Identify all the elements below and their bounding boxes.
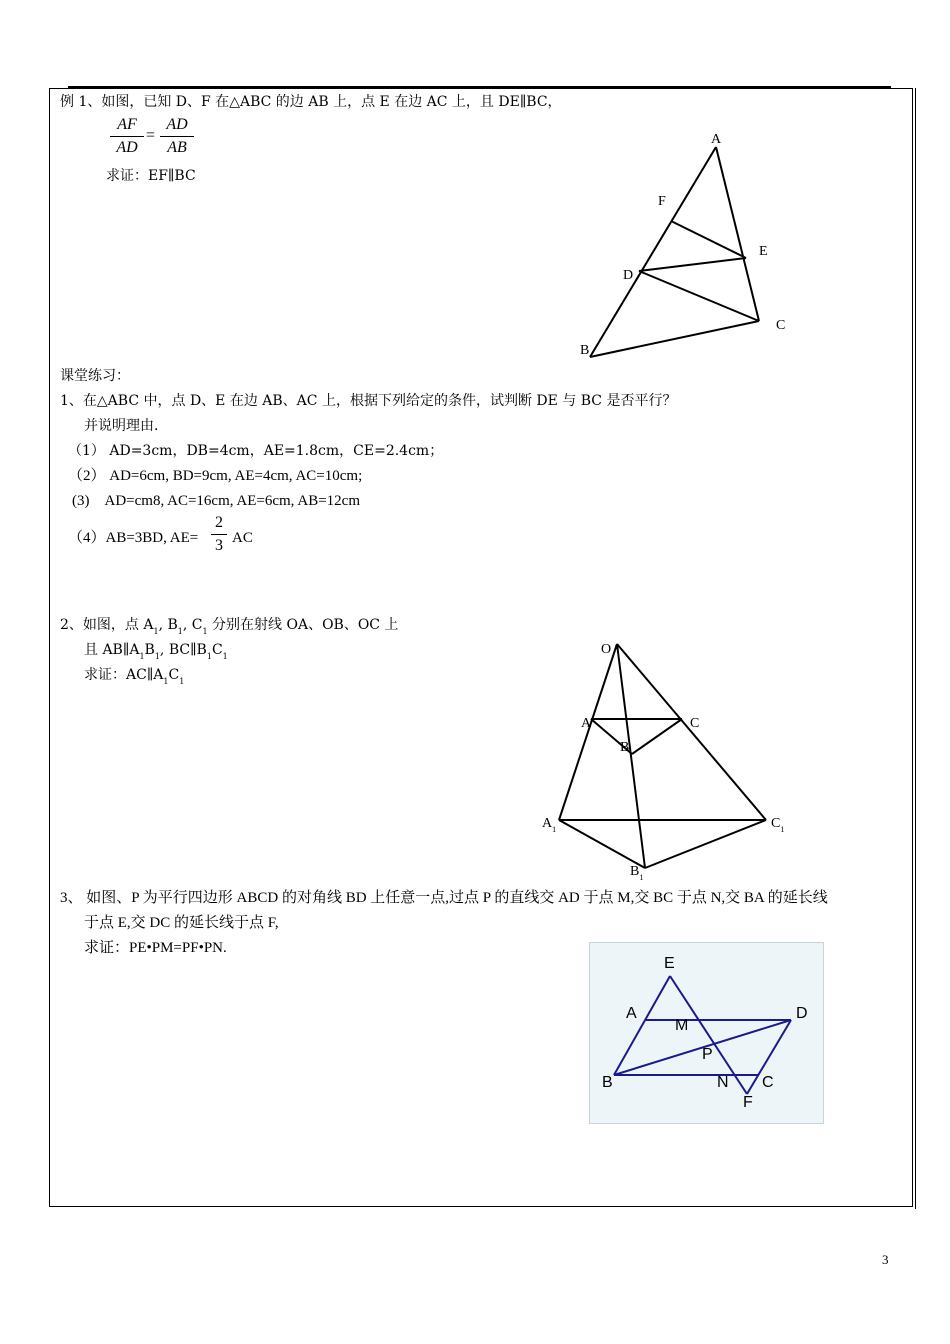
q2-prove (84, 667, 184, 685)
ray-oa (559, 644, 617, 820)
subscript: 1 (177, 627, 183, 636)
practice-condition-4-suffix: AC (232, 530, 253, 546)
ex1-fraction-ad-ab (160, 116, 194, 157)
subscript: 1 (202, 627, 208, 636)
subscript: 1 (154, 652, 160, 661)
ex1-frac1-numerator: AF (117, 116, 137, 133)
fraction-bar (110, 136, 144, 137)
ex1-label-d: D (623, 268, 634, 283)
subscript: 1 (780, 825, 785, 834)
ray-ob (617, 644, 645, 868)
q3-label-e: E (664, 955, 675, 972)
fraction-numerator: 2 (215, 514, 223, 531)
ex1-equals: = (146, 127, 156, 144)
q2-text: C (168, 667, 180, 683)
ex1-frac2-denominator: AB (167, 139, 187, 156)
q3-figure-lines (590, 943, 825, 1125)
segment-bc (590, 321, 759, 357)
ex1-label-a: A (711, 132, 722, 147)
q2-line1 (60, 617, 398, 635)
subscript: 1 (163, 677, 169, 686)
practice-condition-2: （2） AD=6cm, BD=9cm, AE=4cm, AC=10cm; (68, 468, 363, 484)
q3-label-m: M (675, 1017, 689, 1034)
segment-b1c1 (645, 820, 766, 868)
subscript: 1 (639, 873, 644, 882)
ex1-label-f: F (658, 194, 666, 209)
ex1-label-e: E (759, 244, 768, 259)
q3-label-c: C (762, 1074, 774, 1091)
q2-text: 求证：AC∥A (84, 667, 164, 683)
ex1-frac1-denominator: AD (116, 139, 138, 156)
page-number: 3 (882, 1252, 889, 1267)
practice-q1-line2: 并说明理由. (84, 418, 159, 434)
q2-text: B (144, 642, 155, 658)
segment-bc (632, 719, 682, 754)
fraction-denominator: 3 (215, 537, 223, 554)
ex1-fraction-af-ad (110, 116, 144, 157)
q3-prove: 求证：PE•PM=PF•PN. (84, 940, 227, 956)
q2-text: 分别在射线 OA、OB、OC 上 (207, 617, 399, 633)
q3-parallelogram-figure (589, 942, 824, 1124)
practice-condition-1: （1） AD=3cm，DB=4cm，AE=1.8cm，CE=2.4cm； (68, 443, 444, 459)
segment-dc (639, 271, 759, 321)
label-text: A (542, 816, 553, 831)
q2-label-c: C (690, 716, 700, 731)
q3-label-d: D (796, 1005, 808, 1022)
practice-condition-4-prefix: （4）AB=3BD, AE= (68, 530, 199, 546)
q3-label-b: B (602, 1074, 613, 1091)
ex1-label-c: C (776, 318, 786, 333)
q3-label-a: A (626, 1005, 637, 1022)
ex1-prove: 求证：EF∥BC (106, 168, 196, 184)
subscript: 1 (222, 652, 228, 661)
ex1-label-b: B (580, 343, 590, 358)
q2-text: , BC∥B (159, 642, 207, 658)
q2-rays-figure (540, 630, 800, 880)
q2-line2 (84, 642, 228, 660)
q2-label-b: B (620, 740, 630, 755)
q2-label-a: A (581, 716, 592, 731)
line-ef (670, 976, 747, 1094)
segment-ac (716, 147, 759, 321)
subscript: 1 (206, 652, 212, 661)
q3-line1: 3、 如图、P 为平行四边形 ABCD 的对角线 BD 上任意一点,过点 P 的直线交 AD 于点 M,交 BC 于点 N,交 BA 的延长线 (60, 890, 828, 906)
q3-label-f: F (743, 1094, 753, 1111)
q3-label-n: N (717, 1074, 729, 1091)
practice-fraction-two-thirds (211, 514, 227, 555)
subscript: 1 (552, 825, 557, 834)
q2-text: , C (182, 617, 203, 633)
ray-oc (617, 644, 766, 820)
q2-text: , B (158, 617, 178, 633)
subscript: 1 (153, 627, 159, 636)
fraction-bar (211, 534, 227, 535)
practice-q1-line1: 1、在△ABC 中，点 D、E 在边 AB、AC 上，根据下列给定的条件，试判断 DE 与 BC 是否平行？ (60, 393, 677, 409)
frame-right-double-line (915, 88, 916, 1209)
practice-condition-3: (3) AD=cm8, AC=16cm, AE=6cm, AB=12cm (72, 493, 360, 509)
q2-text: 且 AB∥A (84, 642, 140, 658)
ex1-frac2-numerator: AD (166, 116, 188, 133)
q2-label-c1 (771, 817, 784, 832)
q2-text: C (211, 642, 223, 658)
practice-heading: 课堂练习： (60, 368, 130, 384)
segment-de (639, 258, 746, 271)
subscript: 1 (139, 652, 145, 661)
segment-ab (590, 147, 716, 357)
q3-label-p: P (702, 1046, 713, 1063)
subscript: 1 (179, 677, 185, 686)
q2-label-o: O (601, 642, 612, 657)
q2-text: 2、如图，点 A (60, 617, 154, 633)
ex1-statement: 例 1、如图，已知 D、F 在△ABC 的边 AB 上，点 E 在边 AC 上，且 DE∥BC， (60, 94, 562, 110)
q3-line2: 于点 E,交 DC 的延长线于点 F, (84, 915, 279, 931)
q2-label-b1 (630, 865, 643, 880)
label-text: B (630, 864, 640, 879)
segment-a1b1 (559, 820, 645, 868)
label-text: C (771, 816, 781, 831)
q2-label-a1 (542, 817, 556, 832)
fraction-bar (160, 136, 194, 137)
